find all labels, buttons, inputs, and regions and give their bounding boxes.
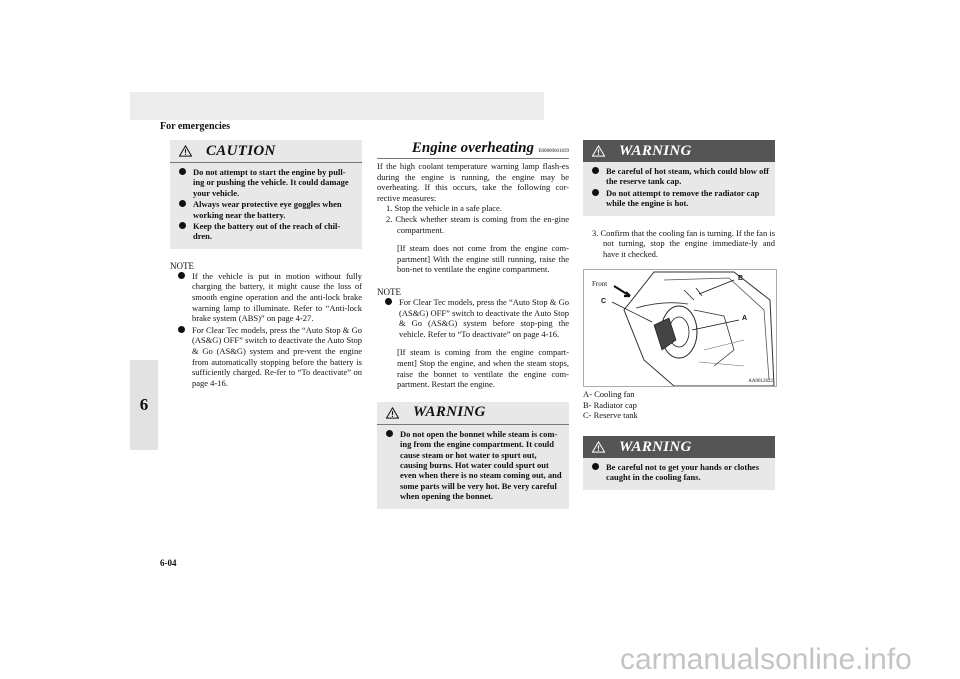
list-item: C- Reserve tank (583, 409, 638, 420)
list-item: B- Radiator cap (583, 399, 637, 410)
list-item: Be careful of hot steam, which could blow off the reserve tank cap. (592, 166, 769, 187)
warning-title: WARNING (619, 142, 692, 159)
bullet-icon (592, 463, 599, 470)
warning-header (583, 140, 775, 162)
page-number: 6-04 (160, 558, 177, 568)
chapter-tab (130, 360, 158, 450)
case-steam: [If steam is coming from the engine compart-ment] Stop the engine, and when the steam stops, raise the bonnet to ventilate the engine com-partment. Restart the engine. (397, 347, 569, 390)
bullet-icon (179, 200, 186, 207)
list-item: Keep the battery out of the reach of chil-dren. (179, 221, 356, 242)
note-list (377, 297, 569, 339)
list-item: For Clear Tec models, press the “Auto Stop & Go (AS&G) OFF” switch to deactivate the Auto Stop & Go (AS&G) system and pre-vent the engine from automatically stopping before the battery is sufficiently charged. Re-fer to “To deactivate” on page 4-16. (178, 325, 362, 389)
warning-triangle-icon (592, 145, 605, 157)
warning-box (377, 402, 569, 509)
warning-list (583, 462, 775, 483)
list-item: Do not attempt to remove the radiator cap while the engine is hot. (592, 188, 769, 209)
label-c: C (601, 298, 607, 306)
watermark: carmanualsonline.info (620, 643, 912, 676)
heading-code: E00800601839 (538, 149, 569, 154)
list-item: Always wear protective eye goggles when working near the battery. (179, 199, 356, 220)
bullet-icon (179, 168, 186, 175)
warning-header (377, 402, 569, 425)
list-item: 3. Confirm that the cooling fan is turning. If the fan is not turning, stop the engine immediate-ly and have it checked. (592, 227, 775, 259)
list-item: 1. Stop the vehicle in a safe place. (386, 203, 502, 214)
column-left (170, 140, 362, 389)
column-right (583, 140, 775, 490)
note-label: NOTE (377, 286, 401, 297)
bullet-icon (386, 430, 393, 437)
bullet-icon (592, 167, 599, 174)
engine-figure (583, 269, 777, 387)
bullet-icon (179, 222, 186, 229)
bullet-icon (385, 298, 392, 305)
warning-title: WARNING (619, 438, 692, 455)
bullet-icon (178, 326, 185, 333)
chapter-number: 6 (139, 395, 149, 414)
note-label: NOTE (170, 260, 194, 271)
engine-illustration (584, 270, 776, 386)
bullet-icon (592, 189, 599, 196)
column-middle (377, 140, 569, 509)
caution-title: CAUTION (206, 142, 276, 159)
front-label: Front (592, 280, 608, 289)
list-item: Be careful not to get your hands or clothes caught in the cooling fans. (592, 462, 769, 483)
warning-header (583, 436, 775, 458)
list-item: For Clear Tec models, press the “Auto Stop & Go (AS&G) OFF” switch to deactivate the Auto Stop & Go (AS&G) system before stop-ping the vehicle. Refer to “To deactivate” on page 4-16. (385, 297, 569, 339)
warning-box (583, 436, 775, 490)
figure-legend (583, 389, 775, 420)
warning-triangle-icon (386, 407, 399, 419)
warning-triangle-icon (179, 145, 192, 157)
header-band (130, 92, 544, 120)
list-item: A- Cooling fan (583, 389, 635, 400)
intro-paragraph: If the high coolant temperature warning lamp flash-es during the engine is running, the engine may be overheating. If this occurs, take the following cor-rective measures: (377, 161, 569, 203)
list-item: If the vehicle is put in motion without fully charging the battery, it might cause the loss of smooth engine operation and the anti-lock brake warning lamp to illuminate. Refer to “Anti-lock brake system (ABS)” on page 4-27. (178, 271, 362, 324)
caution-header (170, 140, 362, 163)
figure-code: AA0012622 (748, 379, 773, 385)
caution-list (170, 167, 362, 242)
warning-title: WARNING (413, 404, 486, 421)
case-no-steam: [If steam does not come from the engine com-partment] With the engine still running, raise the bon-net to ventilate the engine compartment. (397, 243, 569, 275)
warning-box (583, 140, 775, 216)
list-item: 2. Check whether steam is coming from the en-gine compartment. (386, 213, 569, 235)
warning-triangle-icon (592, 441, 605, 453)
section-title: For emergencies (160, 121, 231, 132)
warning-list (583, 166, 775, 209)
list-item: Do not open the bonnet while steam is com-ing from the engine compartment. It could cause steam or hot water to spurt out, causing burns. Hot water could spurt out even when there is no steam coming out, and some parts will be very hot. Be very careful when opening the bonnet. (386, 429, 563, 502)
list-item: Do not attempt to start the engine by pull-ing or pushing the vehicle. It could damage your vehicle. (179, 167, 356, 198)
note-list (170, 271, 362, 389)
caution-box (170, 140, 362, 249)
label-b: B (738, 275, 744, 283)
step-list (583, 228, 775, 260)
step-list (377, 203, 569, 235)
section-heading: Engine overheating E00800601839 (377, 140, 569, 159)
warning-list (377, 429, 569, 502)
bullet-icon (178, 272, 185, 279)
label-a: A (742, 315, 748, 323)
